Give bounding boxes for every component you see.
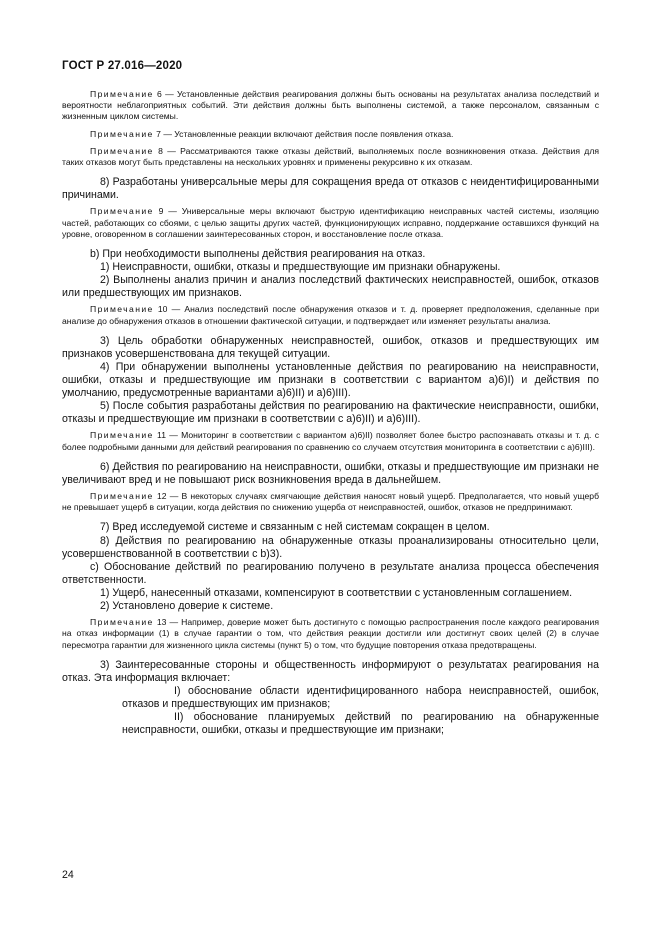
note-number: 10 [157,304,168,315]
item-c1: 1) Ущерб, нанесенный отказами, компенсируют в соответствии с установленным соглашением. [100,586,573,599]
item-b7: 7) Вред исследуемой системе и связанным с ней системам сокращен в целом. [100,521,490,534]
note-number: 8 [158,145,163,156]
note-11 [62,430,599,452]
page-content [62,89,599,737]
item-b6: 6) Действия по реагированию на неисправности, ошибки, отказы и предшествующие им признаки не увеличивают вред и не повышают риск возникновения вреда в дальнейшем. [62,460,599,486]
note-text: — Универсальные меры включают быструю идентификацию неисправных частей системы, изоляцию частей, работающих со сбоями, с целью защиты других частей, функционирующих исправно, поддержание оставшихся функций на уровне, оговоренном в соглашении заинтересованных сторон, и восстановление после отказа. [62,206,599,239]
item-b: b) При необходимости выполнены действия реагирования на отказ. [90,248,426,261]
note-number: 7 [156,128,161,139]
item-b2: 2) Выполнены анализ причин и анализ последствий фактических неисправностей, ошибок, отказов или предшествующих им признаков. [62,274,599,300]
note-label: Примечание [90,128,154,139]
item-b4: 4) При обнаружении выполнены установленные действия по реагированию на неисправности, ошибки, отказы и предшествующие им признаки в соответствии с вариантом а)6)I) и действия по умолчанию, предусмотренные вариантами а)6)II) и а)6)III). [62,360,599,400]
item-b5: 5) После события разработаны действия по реагированию на фактические неисправности, ошибки, отказы и предшествующие им признаки в соответствии с а)6)II) и а)6)III). [62,400,599,426]
item-b1: 1) Неисправности, ошибки, отказы и предшествующие им признаки обнаружены. [100,261,501,274]
note-label: Примечание [90,89,154,99]
note-8 [62,146,599,168]
note-number: 13 [156,617,167,628]
note-text: — Установленные действия реагирования должны быть основаны на результатах анализа последствий и вероятности неблагоприятных событий. Эти действия должны быть выполнены системой, а также персоналом, связанным с жизненным циклом системы. [62,89,599,122]
note-label: Примечание [90,491,154,502]
note-number: 9 [158,206,164,217]
page-number: 24 [62,869,74,881]
note-number: 11 [157,430,166,441]
item-c3: 3) Заинтересованные стороны и общественность информируют о результатах реагирования на отказ. Эта информация включает: [62,658,599,684]
note-text: — В некоторых случаях смягчающие действия наносят новый ущерб. Предполагается, что новый ущерб не превышает ущерб в ситуации, когда действия по снижению ущерба от неисправностей, ошибок, отказов не предпринимают. [62,491,600,513]
item-c3-roman-1: I) обоснование области идентифицированного набора неисправностей, ошибок, отказов и предшествующих им признаков; [122,684,599,710]
note-label: Примечание [90,430,154,441]
note-number: 12 [156,491,167,502]
note-text: — Рассматриваются также отказы действий, выполняемых после возникновения отказа. Действия для таких отказов могут быть представлены на нескольких уровнях и применены рекурсивно к их отказам. [62,145,599,168]
note-9 [62,206,599,240]
note-6 [62,89,599,123]
note-text: — Мониторинг в соответствии с вариантом а)6)II) позволяет более быстро распознавать отказы и т. д. с более подробными данными для действий реагирования по сравнению со случаем отсутствия мониторинга в соответствии с а)6)III). [62,430,600,452]
note-7 [62,129,599,140]
note-10 [62,304,599,326]
note-12 [62,491,599,513]
item-a8: 8) Разработаны универсальные меры для сокращения вреда от отказов с неидентифицированными причинами. [62,176,599,202]
note-text: — Например, доверие может быть достигнуто с помощью распространения после каждого реагирования на отказ информации (1) в случае гарантии о том, что действия реакции достигли или достигнут своих целей (2) в случае пересмотра гарантии для жизненного цикла системы (пункт 5) о том, что будущие повторения отказа предотвращены. [62,617,599,650]
note-label: Примечание [90,206,154,217]
standard-header: ГОСТ Р 27.016—2020 [62,60,183,72]
note-label: Примечание [90,145,154,156]
item-c2: 2) Установлено доверие к системе. [100,600,274,613]
note-number: 6 [157,89,162,99]
item-c3-roman-2: II) обоснование планируемых действий по реагированию на обнаруженные неисправности, ошибки, отказы и предшествующие им признаки; [122,711,599,737]
note-label: Примечание [90,617,154,628]
note-text: — Установленные реакции включают действия после появления отказа. [163,128,454,139]
note-label: Примечание [90,304,154,315]
note-text: — Анализ последствий после обнаружения отказов и т. д. проверяет предположения, сделанные при анализе до обнаружения отказов в отношении фактической ситуации, и подтверждает или изменяет результаты анализа. [62,304,599,326]
item-b8: 8) Действия по реагированию на обнаруженные отказы проанализированы относительно цели, усовершенствованной в соответствии с b)3). [62,534,599,560]
item-c: с) Обоснование действий по реагированию получено в результате анализа процесса обеспечения ответственности. [62,560,599,586]
item-b3: 3) Цель обработки обнаруженных неисправностей, ошибок, отказов и предшествующих им признаков усовершенствована для текущей ситуации. [62,334,599,360]
note-13 [62,617,599,651]
